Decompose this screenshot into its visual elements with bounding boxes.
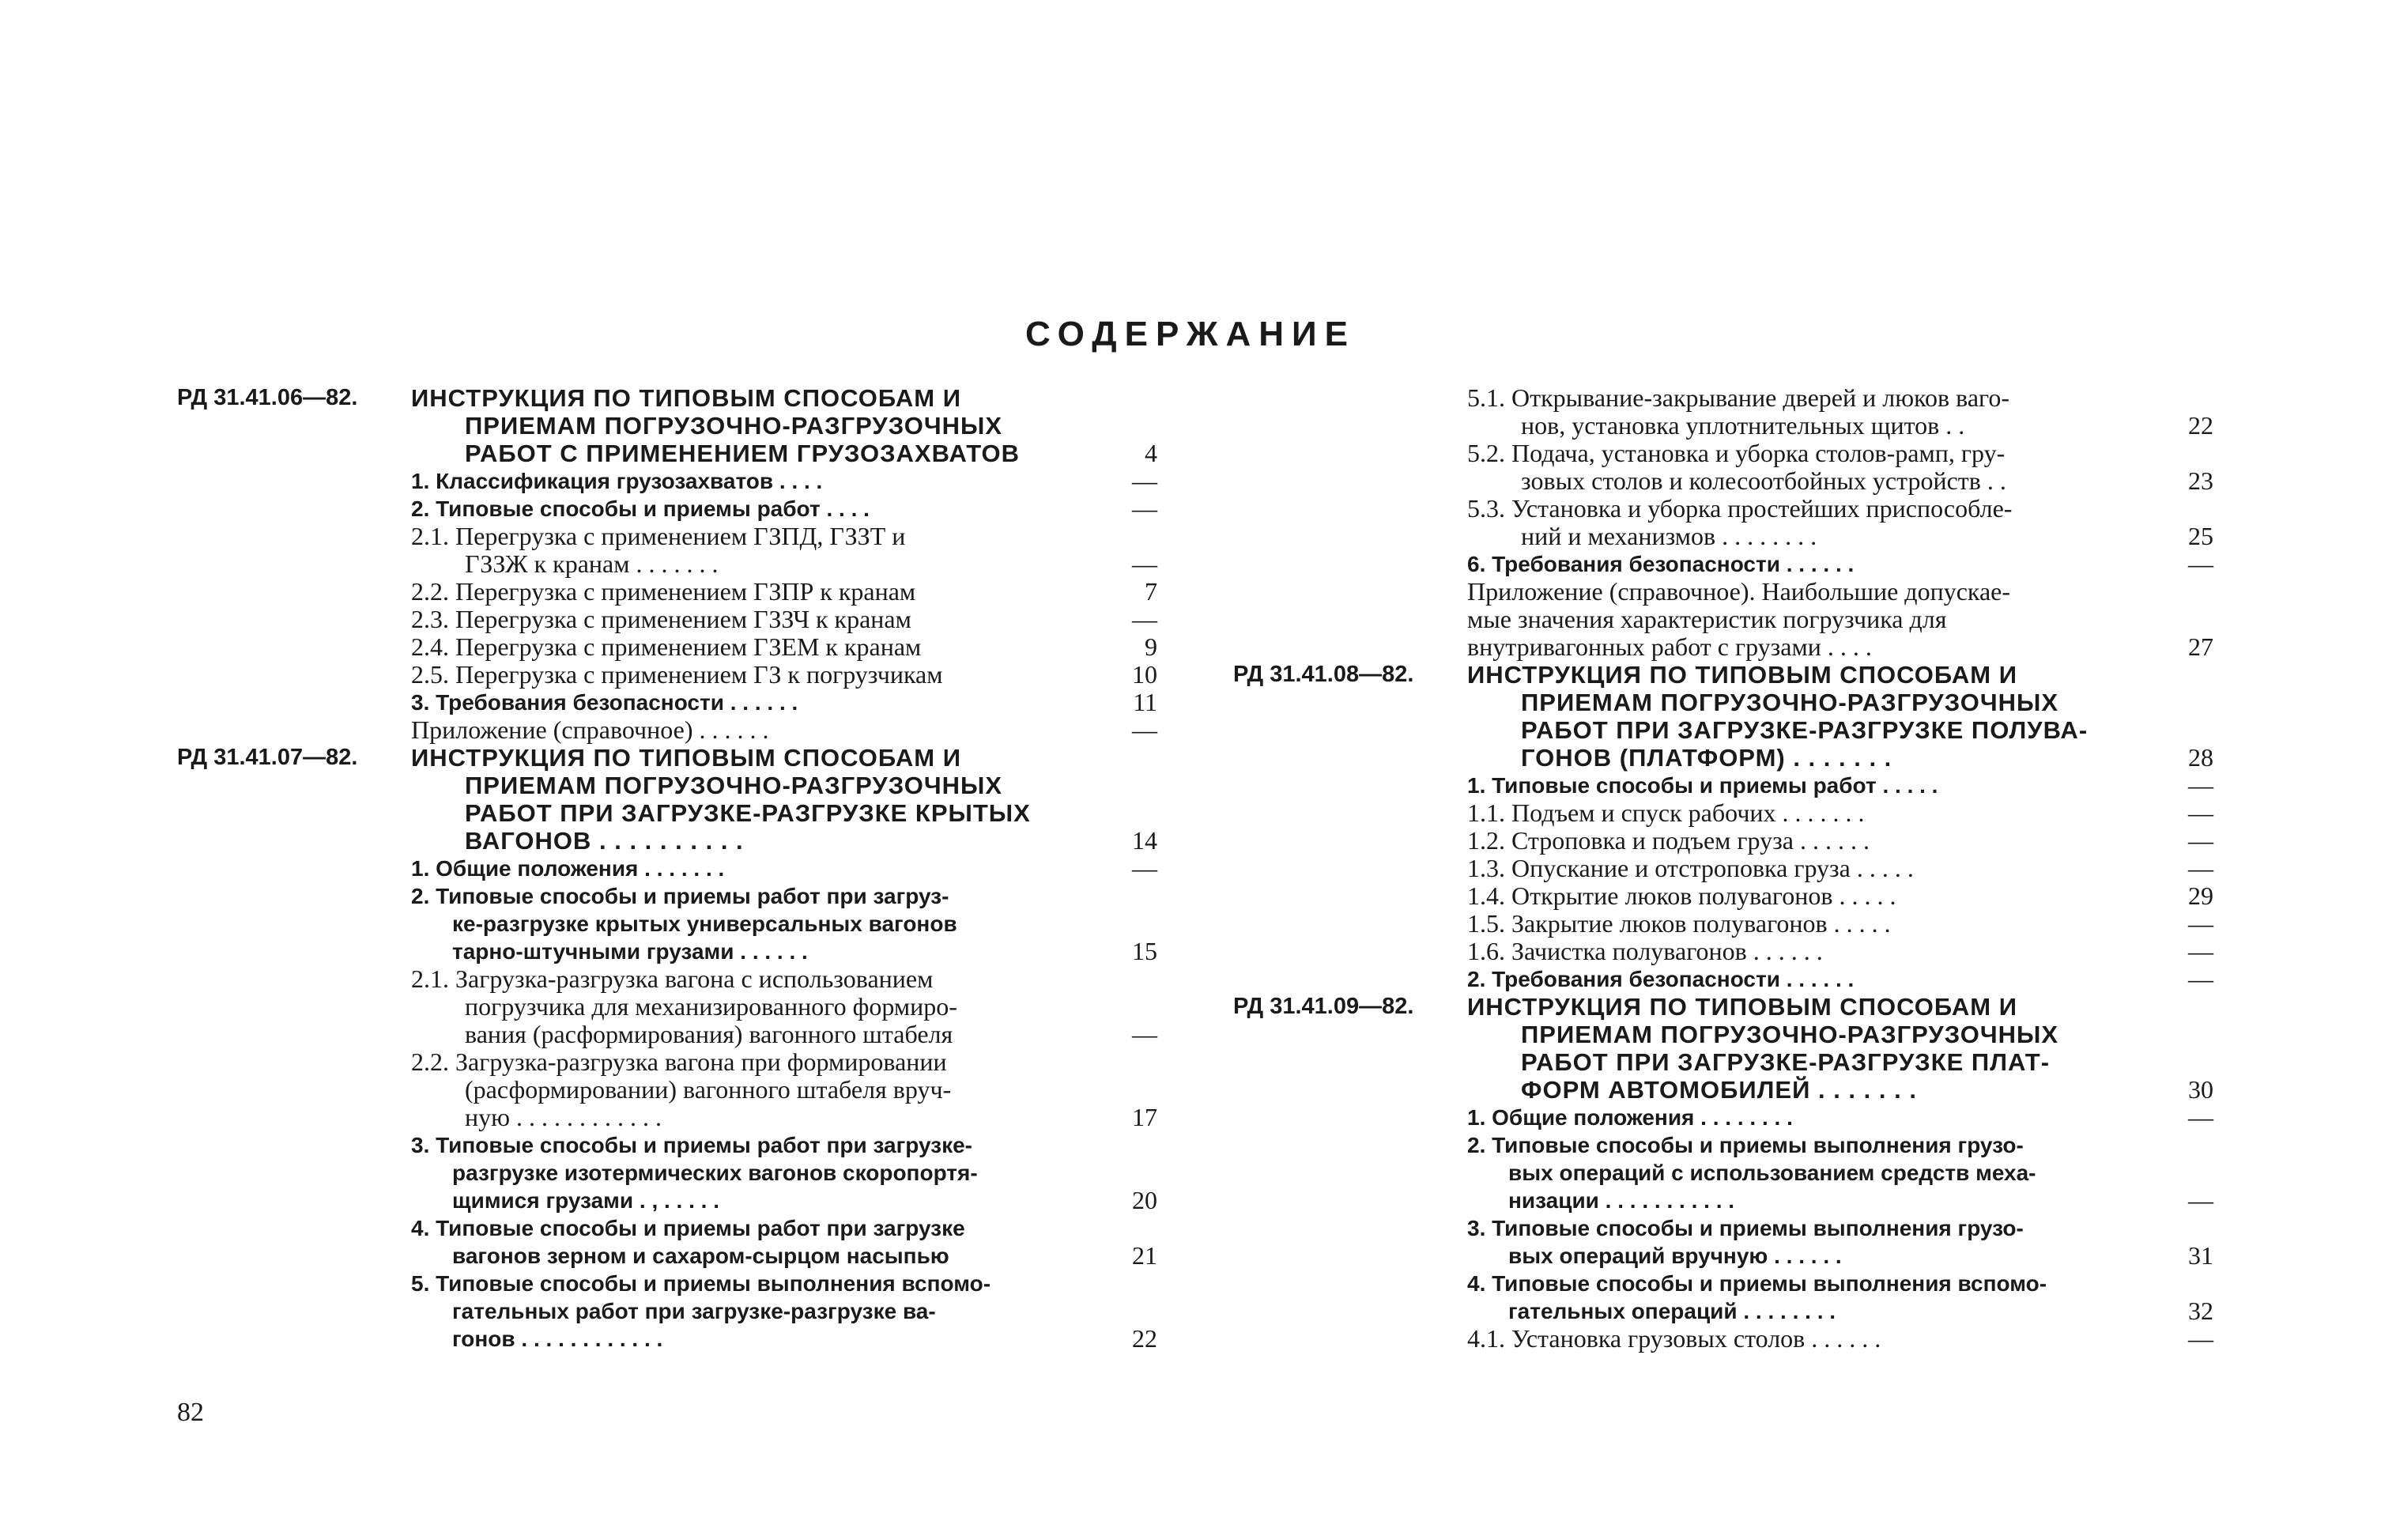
toc-entry-line: ИНСТРУКЦИЯ ПО ТИПОВЫМ СПОСОБАМ И bbox=[411, 384, 962, 412]
toc-entry-line: гательных работ при загрузке-разгрузке ва- bbox=[452, 1299, 936, 1323]
toc-entry-line: 1. Классификация грузозахватов . . . . bbox=[411, 469, 823, 493]
toc-entry-text bbox=[1467, 938, 2169, 965]
toc-page-number: — bbox=[2188, 854, 2213, 882]
toc-entry-line: РАБОТ ПРИ ЗАГРУЗКЕ-РАЗГРУЗКЕ ПОЛУВА- bbox=[1521, 716, 2089, 744]
toc-entry bbox=[411, 495, 1157, 523]
toc-entry-line: 1.6. Зачистка полувагонов . . . . . . bbox=[1467, 938, 1823, 965]
toc-entry-line: зовых столов и колесоотбойных устройств . . bbox=[1521, 467, 2006, 495]
toc-entry-text bbox=[1467, 440, 2169, 495]
toc-page-number: — bbox=[2188, 937, 2213, 965]
toc-entry-line: вых операций вручную . . . . . . bbox=[1508, 1244, 1842, 1268]
toc-entry-line: 5. Типовые способы и приемы выполнения вспомо- bbox=[411, 1271, 991, 1296]
toc-entry-text bbox=[1467, 1131, 2169, 1214]
toc-entry-line: ПРИЕМАМ ПОГРУЗОЧНО-РАЗГРУЗОЧНЫХ bbox=[465, 772, 1003, 799]
toc-entry-line: Приложение (справочное). Наибольшие допускае- bbox=[1467, 578, 2011, 606]
toc-page-number: — bbox=[1132, 715, 1157, 744]
toc-entry-text bbox=[411, 523, 1113, 578]
toc-page-number: 25 bbox=[2188, 522, 2213, 550]
toc-page-number: — bbox=[2188, 798, 2213, 827]
toc-page-number: 27 bbox=[2188, 632, 2213, 661]
toc-entry-text bbox=[1467, 772, 2169, 799]
toc-entry-line: ний и механизмов . . . . . . . . bbox=[1521, 523, 1817, 550]
page-number: 82 bbox=[177, 1398, 204, 1427]
toc-entry-line: низации . . . . . . . . . . . bbox=[1508, 1188, 1735, 1213]
toc-entry-text bbox=[411, 467, 1113, 495]
toc-entry-line: 5.2. Подача, установка и уборка столов-рамп, гру- bbox=[1467, 440, 2006, 467]
toc-section bbox=[1233, 993, 2213, 1353]
toc-page-number: 32 bbox=[2188, 1297, 2213, 1325]
toc-entry-line: 2.1. Загрузка-разгрузка вагона с использованием bbox=[411, 965, 934, 993]
toc-entry bbox=[1467, 440, 2213, 495]
toc-page-number: 7 bbox=[1145, 577, 1157, 606]
toc-entry-line: ФОРМ АВТОМОБИЛЕЙ . . . . . . . bbox=[1521, 1076, 1917, 1104]
toc-entry-line: ВАГОНОВ . . . . . . . . . . bbox=[465, 827, 744, 855]
toc-entry-text bbox=[411, 716, 1113, 744]
toc-entry-text bbox=[1467, 1104, 2169, 1131]
toc-entry-text bbox=[411, 855, 1113, 882]
toc-page-number: 4 bbox=[1145, 439, 1157, 467]
toc-entry-text bbox=[411, 384, 1113, 467]
toc-page-number: 22 bbox=[1132, 1324, 1157, 1353]
toc-entry-line: 3. Требования безопасности . . . . . . bbox=[411, 690, 798, 715]
toc-entry-line: ИНСТРУКЦИЯ ПО ТИПОВЫМ СПОСОБАМ И bbox=[1467, 661, 2018, 689]
toc-entry-line: нов, установка уплотнительных щитов . . bbox=[1521, 412, 1965, 440]
toc-entry bbox=[1467, 1214, 2213, 1270]
toc-entry-text bbox=[1467, 578, 2169, 661]
toc-entry-line: 2. Типовые способы и приемы выполнения грузо- bbox=[1467, 1133, 2024, 1157]
toc-entry bbox=[1467, 661, 2213, 772]
toc-entry-text bbox=[1467, 965, 2169, 993]
toc-entry-text bbox=[1467, 550, 2169, 578]
toc-page-number: 31 bbox=[2188, 1241, 2213, 1270]
toc-entry bbox=[411, 578, 1157, 606]
toc-entry bbox=[411, 633, 1157, 661]
toc-entry-line: 2. Требования безопасности . . . . . . bbox=[1467, 967, 1855, 991]
document-code: РД 31.41.07—82. bbox=[177, 745, 358, 770]
toc-page-number: — bbox=[2188, 1186, 2213, 1214]
toc-entry bbox=[411, 716, 1157, 744]
toc-entry-text bbox=[411, 744, 1113, 855]
toc-entry-text bbox=[411, 1131, 1113, 1214]
toc-entry-text bbox=[411, 882, 1113, 965]
toc-entry-line: 1. Общие положения . . . . . . . bbox=[411, 856, 725, 881]
toc-entry-text bbox=[411, 661, 1113, 689]
toc-entry-line: 2. Типовые способы и приемы работ . . . . bbox=[411, 496, 870, 521]
toc-entry-line: 2. Типовые способы и приемы работ при загруз- bbox=[411, 884, 949, 908]
toc-entry-line: 2.4. Перегрузка с применением ГЗЕМ к кранам bbox=[411, 633, 922, 661]
toc-entry bbox=[411, 965, 1157, 1048]
page-title: СОДЕРЖАНИЕ bbox=[1024, 315, 1357, 353]
toc-entry bbox=[1467, 910, 2213, 938]
toc-entry bbox=[1467, 495, 2213, 550]
toc-entry-line: ную . . . . . . . . . . . . bbox=[465, 1104, 662, 1131]
toc-section bbox=[177, 384, 1157, 744]
toc-entry bbox=[1467, 1325, 2213, 1353]
toc-entry bbox=[1467, 965, 2213, 993]
toc-entry bbox=[1467, 855, 2213, 882]
toc-entry bbox=[411, 744, 1157, 855]
toc-page-number: 10 bbox=[1132, 660, 1157, 689]
toc-entry-line: 1.3. Опускание и отстроповка груза . . . . . bbox=[1467, 855, 1914, 882]
toc-entry-text bbox=[1467, 910, 2169, 938]
toc-page-number: — bbox=[1132, 854, 1157, 882]
toc-page-number: 15 bbox=[1132, 937, 1157, 965]
toc-entry-line: погрузчика для механизированного формиро- bbox=[465, 993, 957, 1021]
toc-page-number: — bbox=[2188, 826, 2213, 855]
toc-entry-line: ГЗЗЖ к кранам . . . . . . . bbox=[465, 550, 719, 578]
toc-entry bbox=[1467, 938, 2213, 965]
toc-entry-line: 3. Типовые способы и приемы работ при загрузке- bbox=[411, 1133, 973, 1157]
toc-entry bbox=[1467, 384, 2213, 440]
toc-entry bbox=[1467, 799, 2213, 827]
toc-entry bbox=[1467, 993, 2213, 1104]
toc-entry bbox=[1467, 772, 2213, 799]
toc-entry-text bbox=[1467, 384, 2169, 440]
toc-page-number: 29 bbox=[2188, 881, 2213, 910]
toc-entry-line: ПРИЕМАМ ПОГРУЗОЧНО-РАЗГРУЗОЧНЫХ bbox=[1521, 689, 2059, 716]
toc-entry-line: 3. Типовые способы и приемы выполнения грузо- bbox=[1467, 1216, 2024, 1240]
toc-page-number: 9 bbox=[1145, 632, 1157, 661]
toc-entry-text bbox=[411, 1048, 1113, 1131]
toc-entry bbox=[411, 689, 1157, 716]
toc-entry bbox=[1467, 882, 2213, 910]
toc-page-number: — bbox=[2188, 1103, 2213, 1131]
toc-entry-line: 1. Типовые способы и приемы работ . . . . . bbox=[1467, 773, 1938, 798]
toc-entry-text bbox=[1467, 495, 2169, 550]
toc-entry bbox=[1467, 550, 2213, 578]
toc-page-number: 21 bbox=[1132, 1241, 1157, 1270]
document-code: РД 31.41.08—82. bbox=[1233, 662, 1414, 687]
toc-page-number: — bbox=[1132, 549, 1157, 578]
toc-entry-line: РАБОТ ПРИ ЗАГРУЗКЕ-РАЗГРУЗКЕ ПЛАТ- bbox=[1521, 1048, 2051, 1076]
toc-page-number: 17 bbox=[1132, 1103, 1157, 1131]
toc-entry bbox=[1467, 1104, 2213, 1131]
toc-entry-line: щимися грузами . , . . . . . bbox=[452, 1188, 720, 1213]
document-code: РД 31.41.09—82. bbox=[1233, 994, 1414, 1019]
toc-entry-line: 1.2. Строповка и подъем груза . . . . . . bbox=[1467, 827, 1870, 855]
toc-entry-line: 4. Типовые способы и приемы выполнения вспомо- bbox=[1467, 1271, 2047, 1296]
toc-entry bbox=[411, 523, 1157, 578]
toc-entry-line: 1.1. Подъем и спуск рабочих . . . . . . . bbox=[1467, 799, 1865, 827]
toc-entry-text bbox=[411, 1270, 1113, 1353]
toc-entry-line: 2.3. Перегрузка с применением ГЗЗЧ к кранам bbox=[411, 606, 911, 633]
toc-entry bbox=[411, 1270, 1157, 1353]
toc-entry-text bbox=[411, 633, 1113, 661]
toc-entry bbox=[411, 1048, 1157, 1131]
toc-column-left bbox=[177, 384, 1157, 1353]
toc-section bbox=[1233, 384, 2213, 661]
toc-entry-text bbox=[411, 689, 1113, 716]
toc-section bbox=[177, 744, 1157, 1353]
toc-entry-line: внутривагонных работ с грузами . . . . bbox=[1467, 633, 1872, 661]
toc-entry-line: ке-разгрузке крытых универсальных вагонов bbox=[452, 912, 957, 936]
toc-entry-line: разгрузке изотермических вагонов скоропортя- bbox=[452, 1161, 978, 1185]
toc-entry-text bbox=[1467, 882, 2169, 910]
toc-entry-line: вагонов зерном и сахаром-сырцом насыпью bbox=[452, 1244, 949, 1268]
toc-page-number: 11 bbox=[1133, 688, 1157, 716]
toc-entry-line: РАБОТ ПРИ ЗАГРУЗКЕ-РАЗГРУЗКЕ КРЫТЫХ bbox=[465, 799, 1031, 827]
toc-entry-line: 1.5. Закрытие люков полувагонов . . . . . bbox=[1467, 910, 1891, 938]
toc-entry-line: вых операций с использованием средств меха- bbox=[1508, 1161, 2036, 1185]
toc-entry-line: 2.1. Перегрузка с применением ГЗПД, ГЗЗТ и bbox=[411, 523, 906, 550]
toc-page-number: — bbox=[2188, 909, 2213, 938]
toc-entry-text bbox=[1467, 1214, 2169, 1270]
toc-entry-text bbox=[411, 495, 1113, 523]
toc-page-number: — bbox=[1132, 494, 1157, 523]
toc-page-number: 28 bbox=[2188, 743, 2213, 772]
toc-entry-line: 2.2. Загрузка-разгрузка вагона при формировании bbox=[411, 1048, 947, 1076]
toc-page-number: 22 bbox=[2188, 411, 2213, 440]
toc-entry bbox=[411, 1214, 1157, 1270]
toc-page-number: — bbox=[1132, 1020, 1157, 1048]
toc-entry bbox=[1467, 1270, 2213, 1325]
toc-entry-text bbox=[411, 1214, 1113, 1270]
toc-page-number: 30 bbox=[2188, 1075, 2213, 1104]
toc-entry-line: ГОНОВ (ПЛАТФОРМ) . . . . . . . bbox=[1521, 744, 1892, 772]
toc-page-number: — bbox=[1132, 605, 1157, 633]
toc-page-number: — bbox=[2188, 549, 2213, 578]
toc-entry-text bbox=[1467, 1270, 2169, 1325]
toc-entry bbox=[411, 1131, 1157, 1214]
toc-entry-line: гонов . . . . . . . . . . . . bbox=[452, 1327, 663, 1351]
document-code: РД 31.41.06—82. bbox=[177, 385, 358, 410]
toc-page-number: 20 bbox=[1132, 1186, 1157, 1214]
toc-entry bbox=[411, 384, 1157, 467]
toc-entry-line: Приложение (справочное) . . . . . . bbox=[411, 716, 769, 744]
toc-entry-line: ИНСТРУКЦИЯ ПО ТИПОВЫМ СПОСОБАМ И bbox=[1467, 993, 2018, 1021]
toc-entry bbox=[1467, 578, 2213, 661]
toc-entry bbox=[411, 606, 1157, 633]
toc-entry-text bbox=[411, 606, 1113, 633]
toc-entry-line: гательных операций . . . . . . . . bbox=[1508, 1299, 1836, 1323]
toc-entry-line: 5.3. Установка и уборка простейших приспособле- bbox=[1467, 495, 2013, 523]
toc-entry bbox=[411, 855, 1157, 882]
toc-entry-line: 6. Требования безопасности . . . . . . bbox=[1467, 552, 1855, 576]
toc-entry-line: (расформировании) вагонного штабеля вруч- bbox=[465, 1076, 952, 1104]
toc-entry bbox=[1467, 1131, 2213, 1214]
toc-entry-line: 4.1. Установка грузовых столов . . . . . . bbox=[1467, 1325, 1881, 1353]
toc-entry-text bbox=[1467, 827, 2169, 855]
toc-page-number: — bbox=[2188, 1324, 2213, 1353]
toc-section bbox=[1233, 661, 2213, 993]
toc-entry-text bbox=[411, 578, 1113, 606]
toc-entry bbox=[411, 661, 1157, 689]
toc-entry-line: тарно-штучными грузами . . . . . . bbox=[452, 939, 808, 964]
toc-entry-text bbox=[1467, 799, 2169, 827]
toc-entry bbox=[411, 467, 1157, 495]
toc-page-number: — bbox=[2188, 771, 2213, 799]
toc-entry-text bbox=[1467, 661, 2169, 772]
toc-entry-line: РАБОТ С ПРИМЕНЕНИЕМ ГРУЗОЗАХВАТОВ bbox=[465, 440, 1020, 467]
toc-entry-text bbox=[1467, 855, 2169, 882]
toc-entry-line: 2.5. Перегрузка с применением ГЗ к погрузчикам bbox=[411, 661, 943, 689]
toc-page-number: 14 bbox=[1132, 826, 1157, 855]
toc-entry-text bbox=[1467, 993, 2169, 1104]
toc-entry-line: ПРИЕМАМ ПОГРУЗОЧНО-РАЗГРУЗОЧНЫХ bbox=[465, 412, 1003, 440]
toc-column-right bbox=[1233, 384, 2213, 1353]
toc-entry-line: 5.1. Открывание-закрывание дверей и люков ваго- bbox=[1467, 384, 2010, 412]
toc-page-number: — bbox=[1132, 466, 1157, 495]
toc-entry bbox=[1467, 827, 2213, 855]
toc-entry-line: ПРИЕМАМ ПОГРУЗОЧНО-РАЗГРУЗОЧНЫХ bbox=[1521, 1021, 2059, 1048]
toc-entry-line: 2.2. Перегрузка с применением ГЗПР к кранам bbox=[411, 578, 916, 606]
toc-entry-text bbox=[411, 965, 1113, 1048]
toc-entry-line: ИНСТРУКЦИЯ ПО ТИПОВЫМ СПОСОБАМ И bbox=[411, 744, 962, 772]
toc-entry-line: вания (расформирования) вагонного штабеля bbox=[465, 1021, 953, 1048]
toc-entry bbox=[411, 882, 1157, 965]
toc-page-number: 23 bbox=[2188, 466, 2213, 495]
toc-entry-line: 1.4. Открытие люков полувагонов . . . . . bbox=[1467, 882, 1896, 910]
toc-entry-text bbox=[1467, 1325, 2169, 1353]
toc-page-number: — bbox=[2188, 964, 2213, 993]
toc-entry-line: мые значения характеристик погрузчика для bbox=[1467, 606, 1947, 633]
toc-entry-line: 1. Общие положения . . . . . . . . bbox=[1467, 1105, 1793, 1130]
toc-entry-line: 4. Типовые способы и приемы работ при загрузке bbox=[411, 1216, 965, 1240]
